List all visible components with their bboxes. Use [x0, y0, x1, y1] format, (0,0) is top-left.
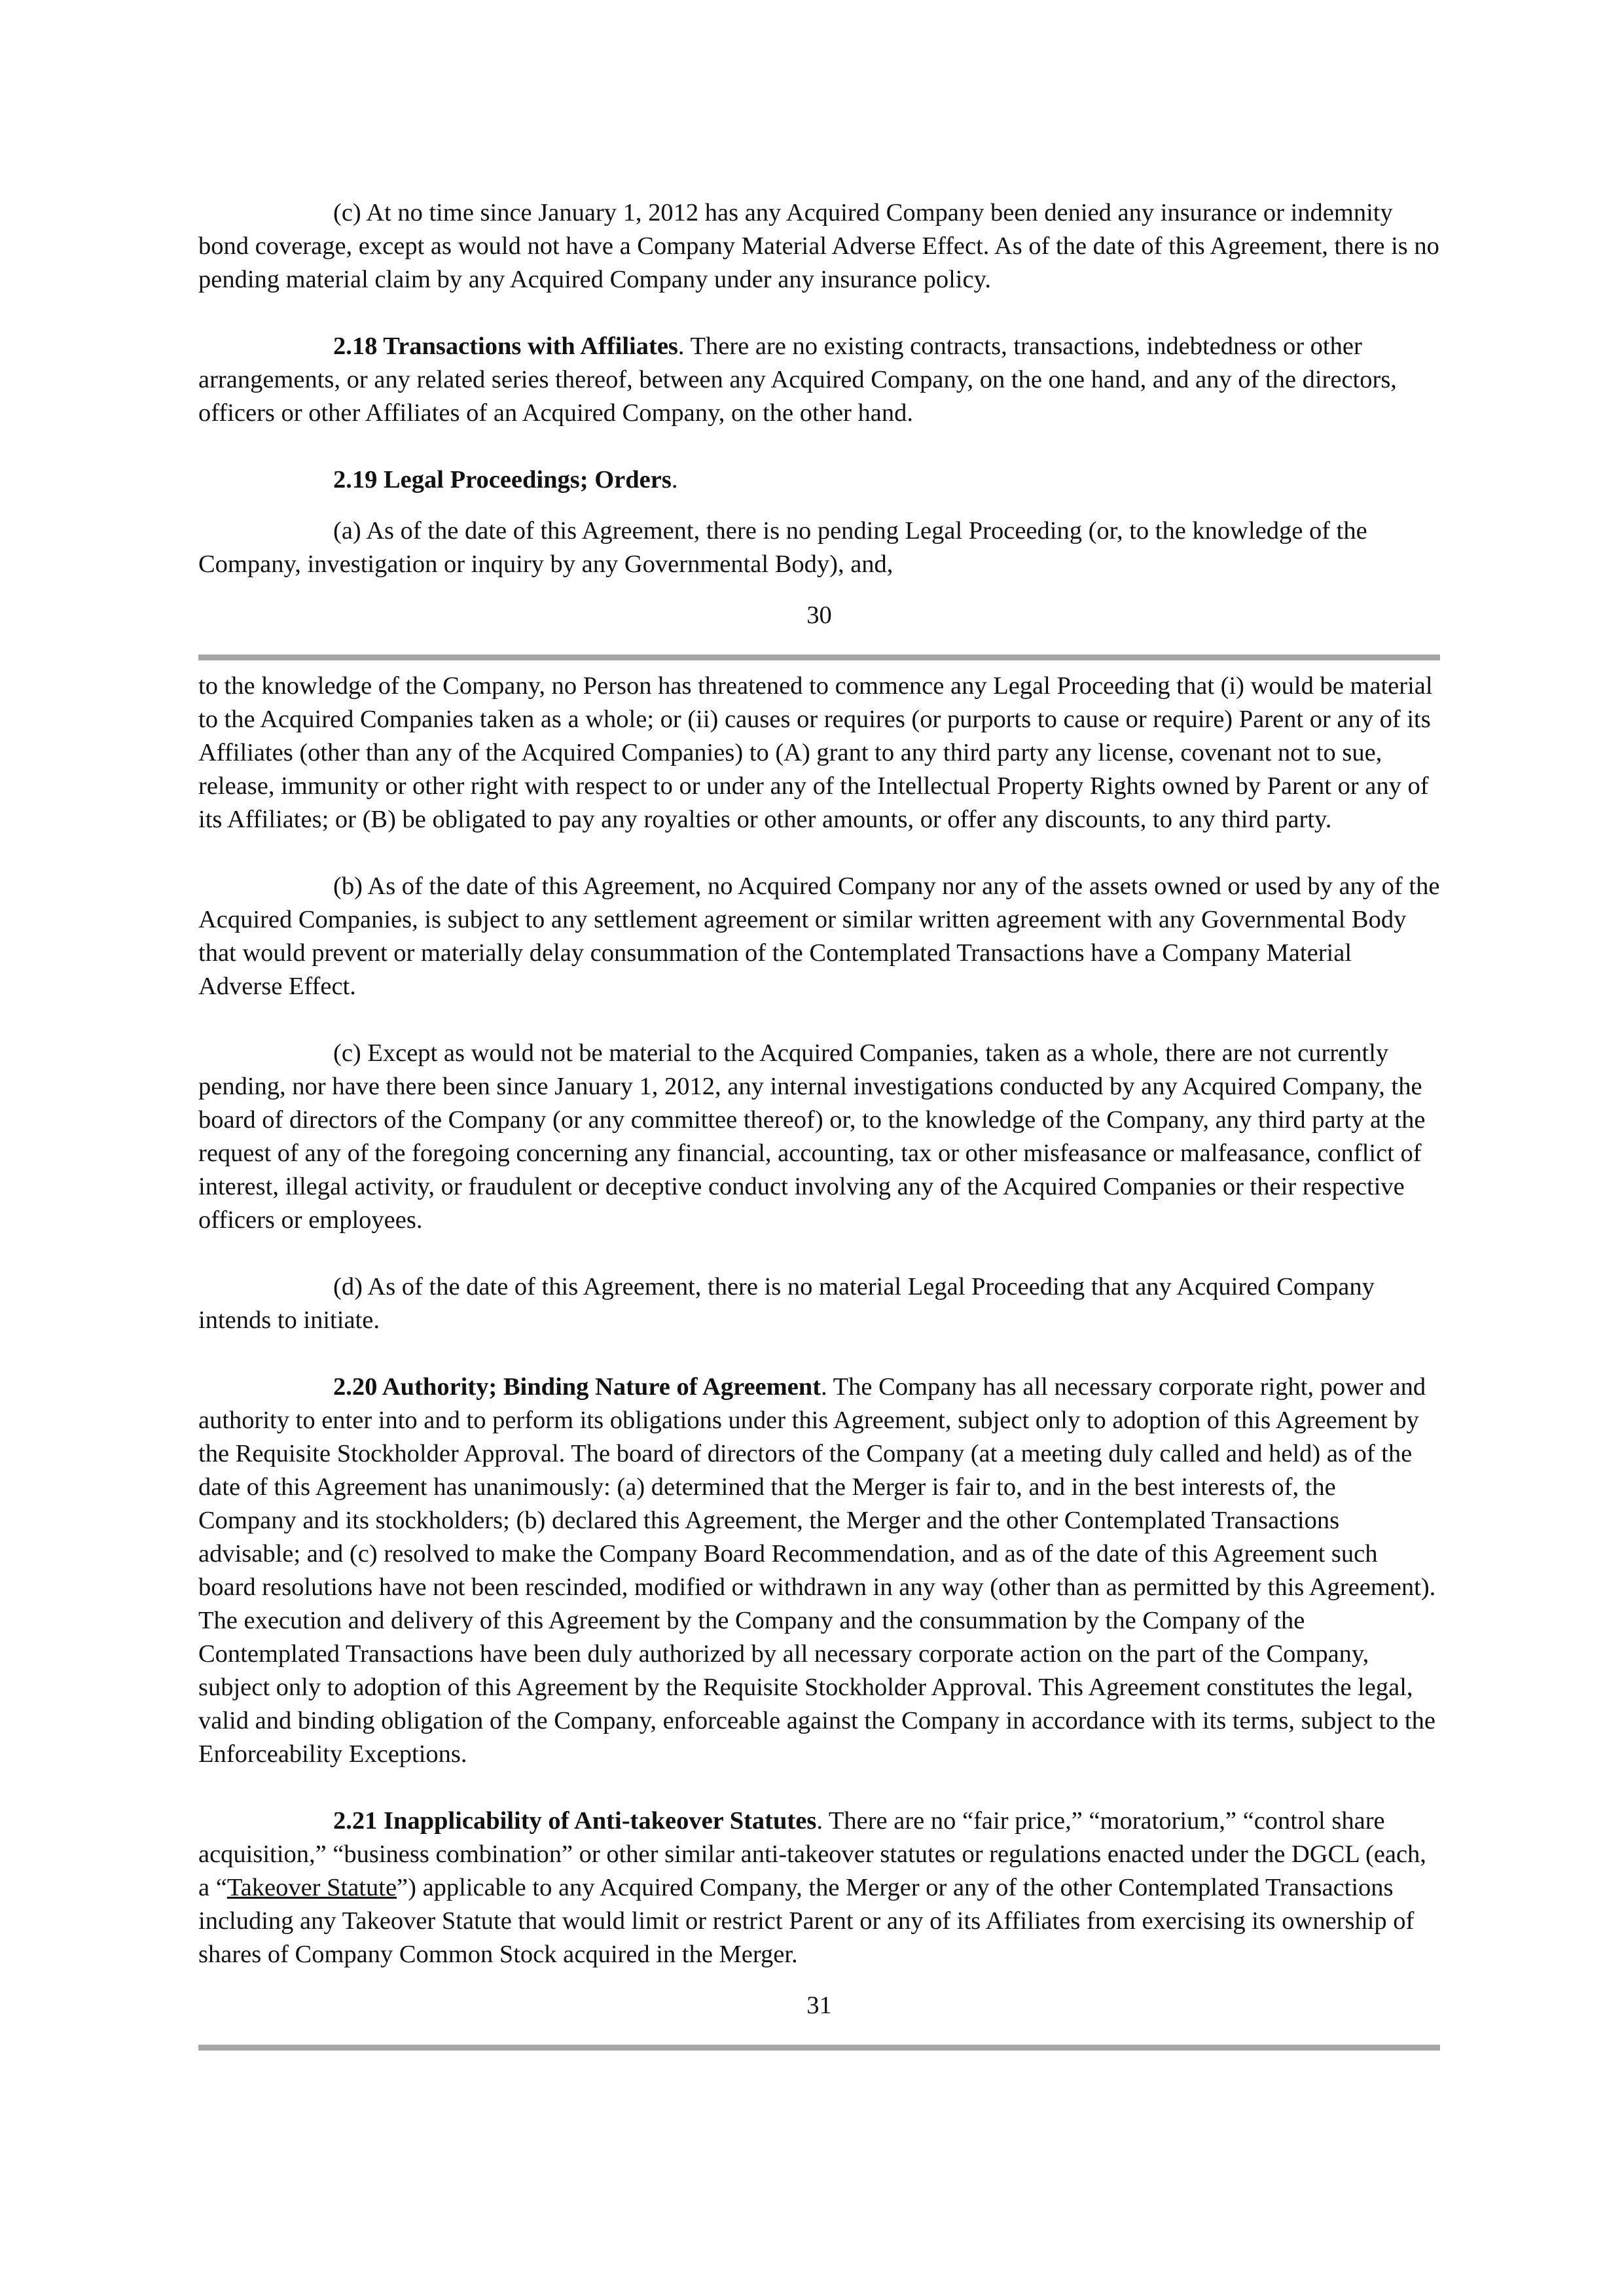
section-2-21: [198, 1804, 1440, 1971]
paragraph-2-19d: (d) As of the date of this Agreement, there is no material Legal Proceeding that any Acquired Company intends to initiate.: [198, 1273, 1375, 1334]
section-2-20-body: . The Company has all necessary corporate right, power and authority to enter into and to perform its obligations under this Agreement, subject only to adoption of this Agreement by the Requisite Stockholder Approval. The board of directors of the Company (at a meeting duly called and held) as of the date of this Agreement has unanimously: (a) determined that the Merger is fair to, and in the best interests of, the Company and its stockholders; (b) declared this Agreement, the Merger and the other Contemplated Transactions advisable; and (c) resolved to make the Company Board Recommendation, and as of the date of this Agreement such board resolutions have not been rescinded, modified or withdrawn in any way (other than as permitted by this Agreement). The execution and delivery of this Agreement by the Company and the consummation by the Company of the Contemplated Transactions have been duly authorized by all necessary corporate action on the part of the Company, subject only to adoption of this Agreement by the Requisite Stockholder Approval. This Agreement constitutes the legal, valid and binding obligation of the Company, enforceable against the Company in accordance with its terms, subject to the Enforceability Exceptions.: [198, 1373, 1436, 1768]
document-page: [198, 196, 1440, 2060]
page-divider-30: [198, 655, 1440, 660]
paragraph-2-17c: (c) At no time since January 1, 2012 has any Acquired Company been denied any insurance or indemnity bond coverage, except as would not have a Company Material Adverse Effect. As of the date of this Agreement, there is no pending material claim by any Acquired Company under any insurance policy.: [198, 199, 1439, 293]
page-divider-31: [198, 2045, 1440, 2051]
section-2-19: [198, 463, 1440, 497]
page-number-30: 30: [806, 601, 832, 629]
takeover-statute-defined-term: Takeover Statute: [226, 1874, 397, 1901]
paragraph-2-19a-start: (a) As of the date of this Agreement, there is no pending Legal Proceeding (or, to the knowledge of the Company, investigation or inquiry by any Governmental Body), and,: [198, 517, 1367, 578]
section-2-18-body: . There are no existing contracts, transactions, indebtedness or other arrangements, or any related series thereof, between any Acquired Company, on the one hand, and any of the directors, officers or other Affiliates of an Acquired Company, on the other hand.: [198, 332, 1397, 427]
section-2-19-heading-period: .: [671, 466, 678, 493]
paragraph-2-19b: (b) As of the date of this Agreement, no Acquired Company nor any of the assets owned or used by any of the Acquired Companies, is subject to any settlement agreement or similar written agreement with any Governmental Body that would prevent or materially delay consummation of the Contemplated Transactions have a Company Material Adverse Effect.: [198, 872, 1440, 1000]
section-2-19-heading: 2.19 Legal Proceedings; Orders: [333, 466, 672, 493]
section-2-20: [198, 1371, 1440, 1771]
section-2-18-heading: 2.18 Transactions with Affiliates: [333, 332, 678, 360]
section-2-21-body-1: . There are no “fair price,” “moratorium,” “control share acquisition,” “business combination” or other similar anti-takeover statutes or regulations enacted under the DGCL (each, a “: [198, 1807, 1426, 1901]
section-2-21-body-2: ”) applicable to any Acquired Company, the Merger or any of the other Contemplated Transactions including any Takeover Statute that would limit or restrict Parent or any of its Affiliates from exercising its ownership of shares of Company Common Stock acquired in the Merger.: [198, 1874, 1415, 1968]
section-2-20-heading: 2.20 Authority; Binding Nature of Agreement: [333, 1373, 821, 1401]
section-2-18: [198, 330, 1440, 430]
paragraph-2-19a-continued: to the knowledge of the Company, no Person has threatened to commence any Legal Proceeding that (i) would be material to the Acquired Companies taken as a whole; or (ii) causes or requires (or purports to cause or require) Parent or any of its Affiliates (other than any of the Acquired Companies) to (A) grant to any third party any license, covenant not to sue, release, immunity or other right with respect to or under any of the Intellectual Property Rights owned by Parent or any of its Affiliates; or (B) be obligated to pay any royalties or other amounts, or offer any discounts, to any third party.: [198, 672, 1433, 833]
paragraph-2-19c: (c) Except as would not be material to the Acquired Companies, taken as a whole, there are not currently pending, nor have there been since January 1, 2012, any internal investigations conducted by any Acquired Company, the board of directors of the Company (or any committee thereof) or, to the knowledge of the Company, any third party at the request of any of the foregoing concerning any financial, accounting, tax or other misfeasance or malfeasance, conflict of interest, illegal activity, or fraudulent or deceptive conduct involving any of the Acquired Companies or their respective officers or employees.: [198, 1039, 1426, 1234]
section-2-21-heading: 2.21 Inapplicability of Anti-takeover Statutes: [333, 1807, 817, 1835]
page-number-31: 31: [806, 1992, 832, 2019]
